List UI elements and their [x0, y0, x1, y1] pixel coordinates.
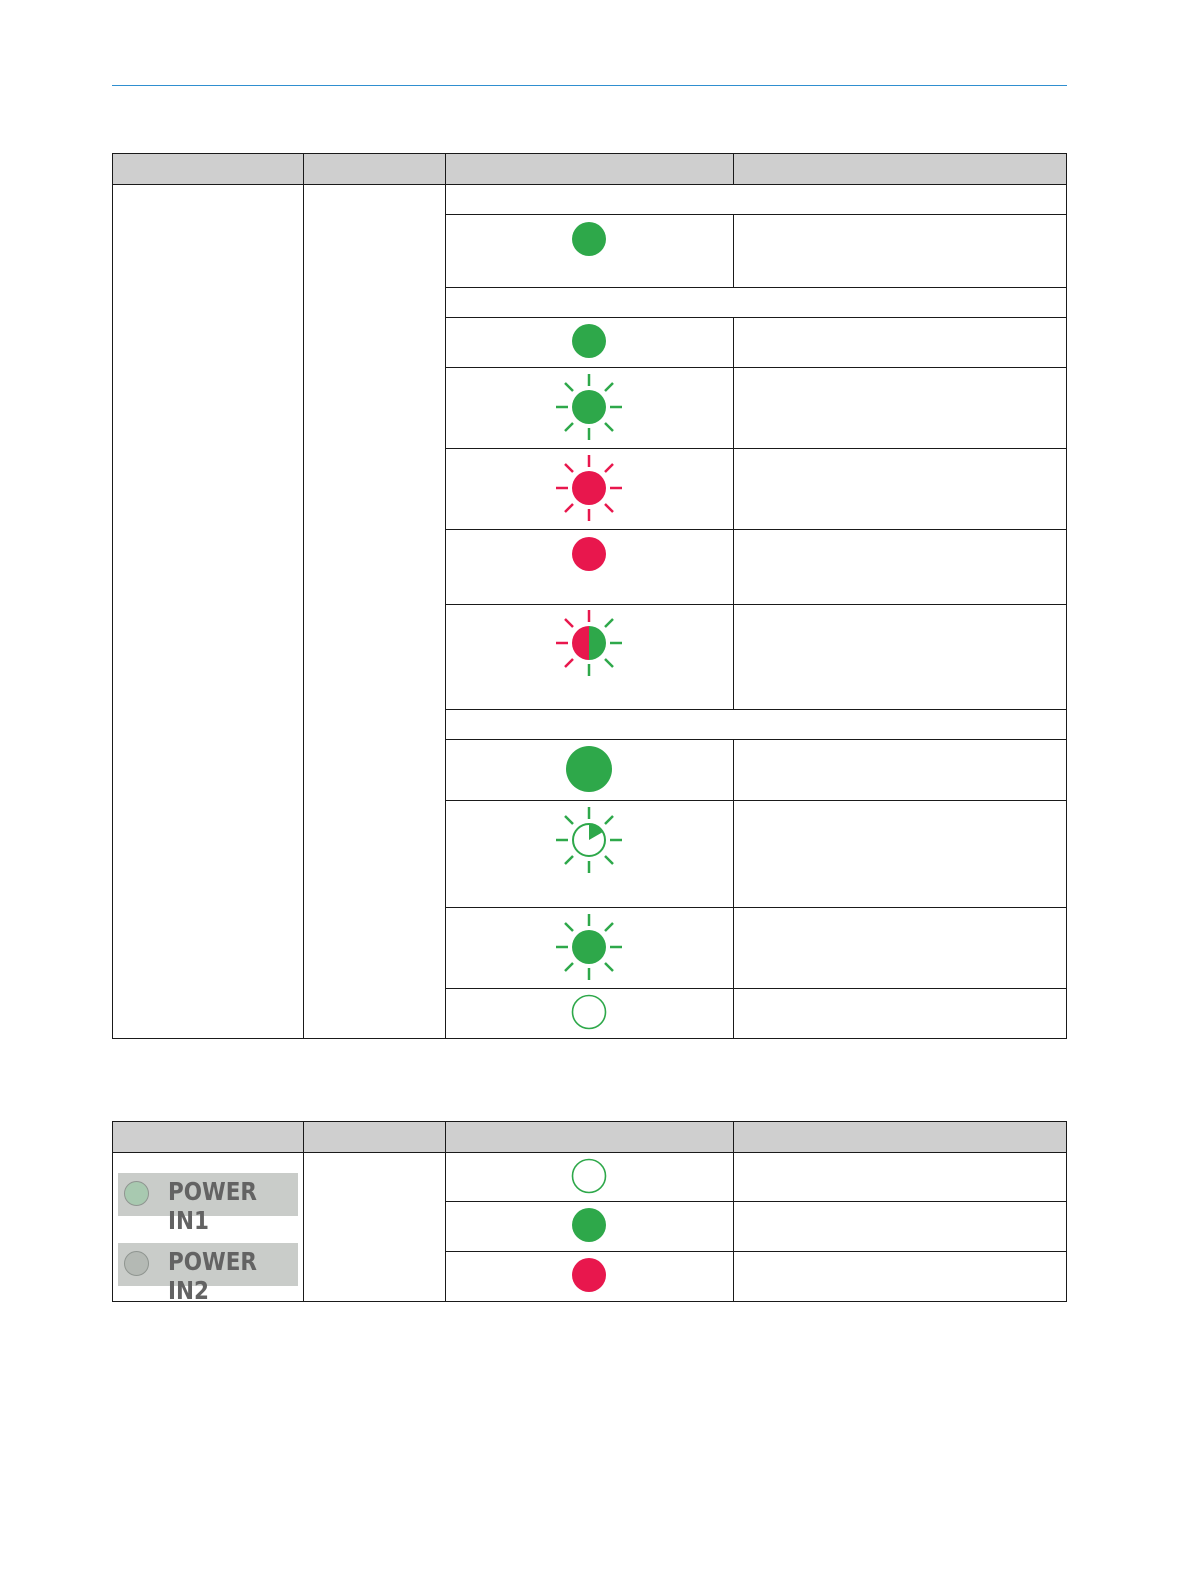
solid-green-led-icon	[569, 1205, 609, 1245]
header-cell	[304, 1122, 446, 1153]
led-symbol-cell	[446, 908, 733, 989]
led-meaning-cell	[733, 368, 1066, 449]
led-symbol-cell	[446, 530, 733, 605]
off-led-icon	[569, 992, 609, 1032]
led-symbol-cell	[446, 1153, 733, 1202]
section-subheader-cell	[446, 288, 1067, 318]
power-in2-text: POWER IN2	[168, 1246, 257, 1305]
header-cell	[733, 1122, 1066, 1153]
led-symbol-cell	[446, 1252, 733, 1302]
led-symbol-cell	[446, 989, 733, 1039]
header-cell	[733, 154, 1066, 185]
solid-green-led-icon	[569, 321, 609, 361]
solid-red-led-icon	[569, 534, 609, 574]
power-in2-led-icon	[124, 1251, 149, 1276]
flashing-red-led-icon	[554, 453, 624, 523]
power-in2-label	[118, 1243, 298, 1305]
flashing-green-led-icon	[554, 372, 624, 442]
flashing-green-led-icon	[554, 912, 624, 982]
large-solid-green-led-icon	[564, 744, 614, 794]
led-meaning-cell	[733, 1252, 1066, 1302]
header-cell	[446, 1122, 733, 1153]
off-led-icon	[569, 1156, 609, 1196]
header-cell	[304, 154, 446, 185]
table-header-row	[113, 1122, 1067, 1153]
led-symbol-cell	[446, 318, 733, 368]
power-led-cell	[113, 1153, 304, 1305]
led-symbol-cell	[446, 801, 733, 908]
led-meaning-cell	[733, 801, 1066, 908]
led-meaning-cell	[733, 740, 1066, 801]
led-symbol-cell	[446, 215, 733, 288]
led-symbol-cell	[446, 1202, 733, 1252]
section-subheader-cell	[446, 185, 1067, 215]
solid-green-led-icon	[569, 219, 609, 259]
led-name-cell	[113, 185, 304, 1039]
led-symbol-cell	[446, 740, 733, 801]
header-cell	[113, 154, 304, 185]
section-subheader-cell	[446, 710, 1067, 740]
led-meaning-cell	[733, 318, 1066, 368]
led-meaning-cell	[733, 215, 1066, 288]
led-meaning-cell	[733, 605, 1066, 710]
table-row	[113, 1153, 1067, 1202]
led-meaning-cell	[733, 1202, 1066, 1252]
flashing-red-green-led-icon	[554, 608, 624, 678]
header-cell	[113, 1122, 304, 1153]
power-in1-led-icon	[124, 1181, 149, 1206]
led-symbol-cell	[446, 368, 733, 449]
section-subheader-row	[113, 185, 1067, 215]
flickering-green-led-icon	[554, 805, 624, 875]
led-meaning-cell	[733, 908, 1066, 989]
power-in1-text: POWER IN1	[168, 1176, 257, 1235]
led-meaning-cell	[733, 989, 1066, 1039]
led-color-cell	[304, 1153, 446, 1302]
led-meaning-cell	[733, 449, 1066, 530]
led-color-cell	[304, 185, 446, 1039]
solid-red-led-icon	[569, 1255, 609, 1295]
top-rule	[112, 85, 1067, 86]
power-in1-label	[118, 1173, 298, 1235]
led-symbol-cell	[446, 605, 733, 710]
led-symbol-cell	[446, 449, 733, 530]
led-status-table-2	[112, 1121, 1067, 1305]
led-meaning-cell	[733, 530, 1066, 605]
table-header-row	[113, 154, 1067, 185]
header-cell	[446, 154, 733, 185]
led-status-table-1	[112, 153, 1067, 1039]
led-meaning-cell	[733, 1153, 1066, 1202]
